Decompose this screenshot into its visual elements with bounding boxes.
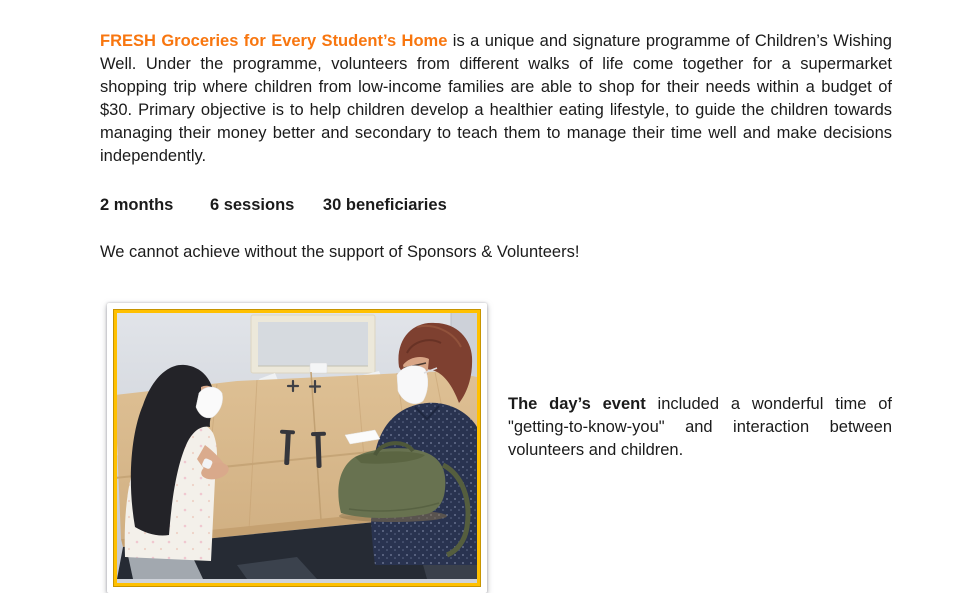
event-photo [114, 310, 480, 586]
stat-beneficiaries: 30 beneficiaries [322, 196, 447, 214]
intro-text: is a unique and signature programme of Children’s Wishing Well. Under the programme, volunteers from different walks of life come together for a supermarket shopping trip where children from low-income families are able to shop for their needs within a budget of $30. Primary objective is to help children develop a healthier eating lifestyle, to guide the children towards managing their money better and secondary to teach them to manage their time well and make decisions independently. [100, 32, 892, 165]
photo-illustration [117, 313, 477, 579]
stats-row [100, 196, 447, 215]
caption-paragraph [508, 393, 892, 462]
stat-duration: 2 months [100, 196, 174, 214]
programme-title-highlight: FRESH Groceries for Every Student’s Home [100, 32, 448, 50]
stat-sessions: 6 sessions [209, 196, 295, 214]
support-line: We cannot achieve without the support of Sponsors & Volunteers! [100, 243, 580, 261]
caption-lead: The day’s event [508, 395, 646, 413]
intro-paragraph [100, 30, 892, 168]
event-photo-frame [107, 303, 487, 593]
caption-text: included a wonderful time of "getting-to-know-you" and interaction between volunteers and children. [508, 395, 893, 459]
